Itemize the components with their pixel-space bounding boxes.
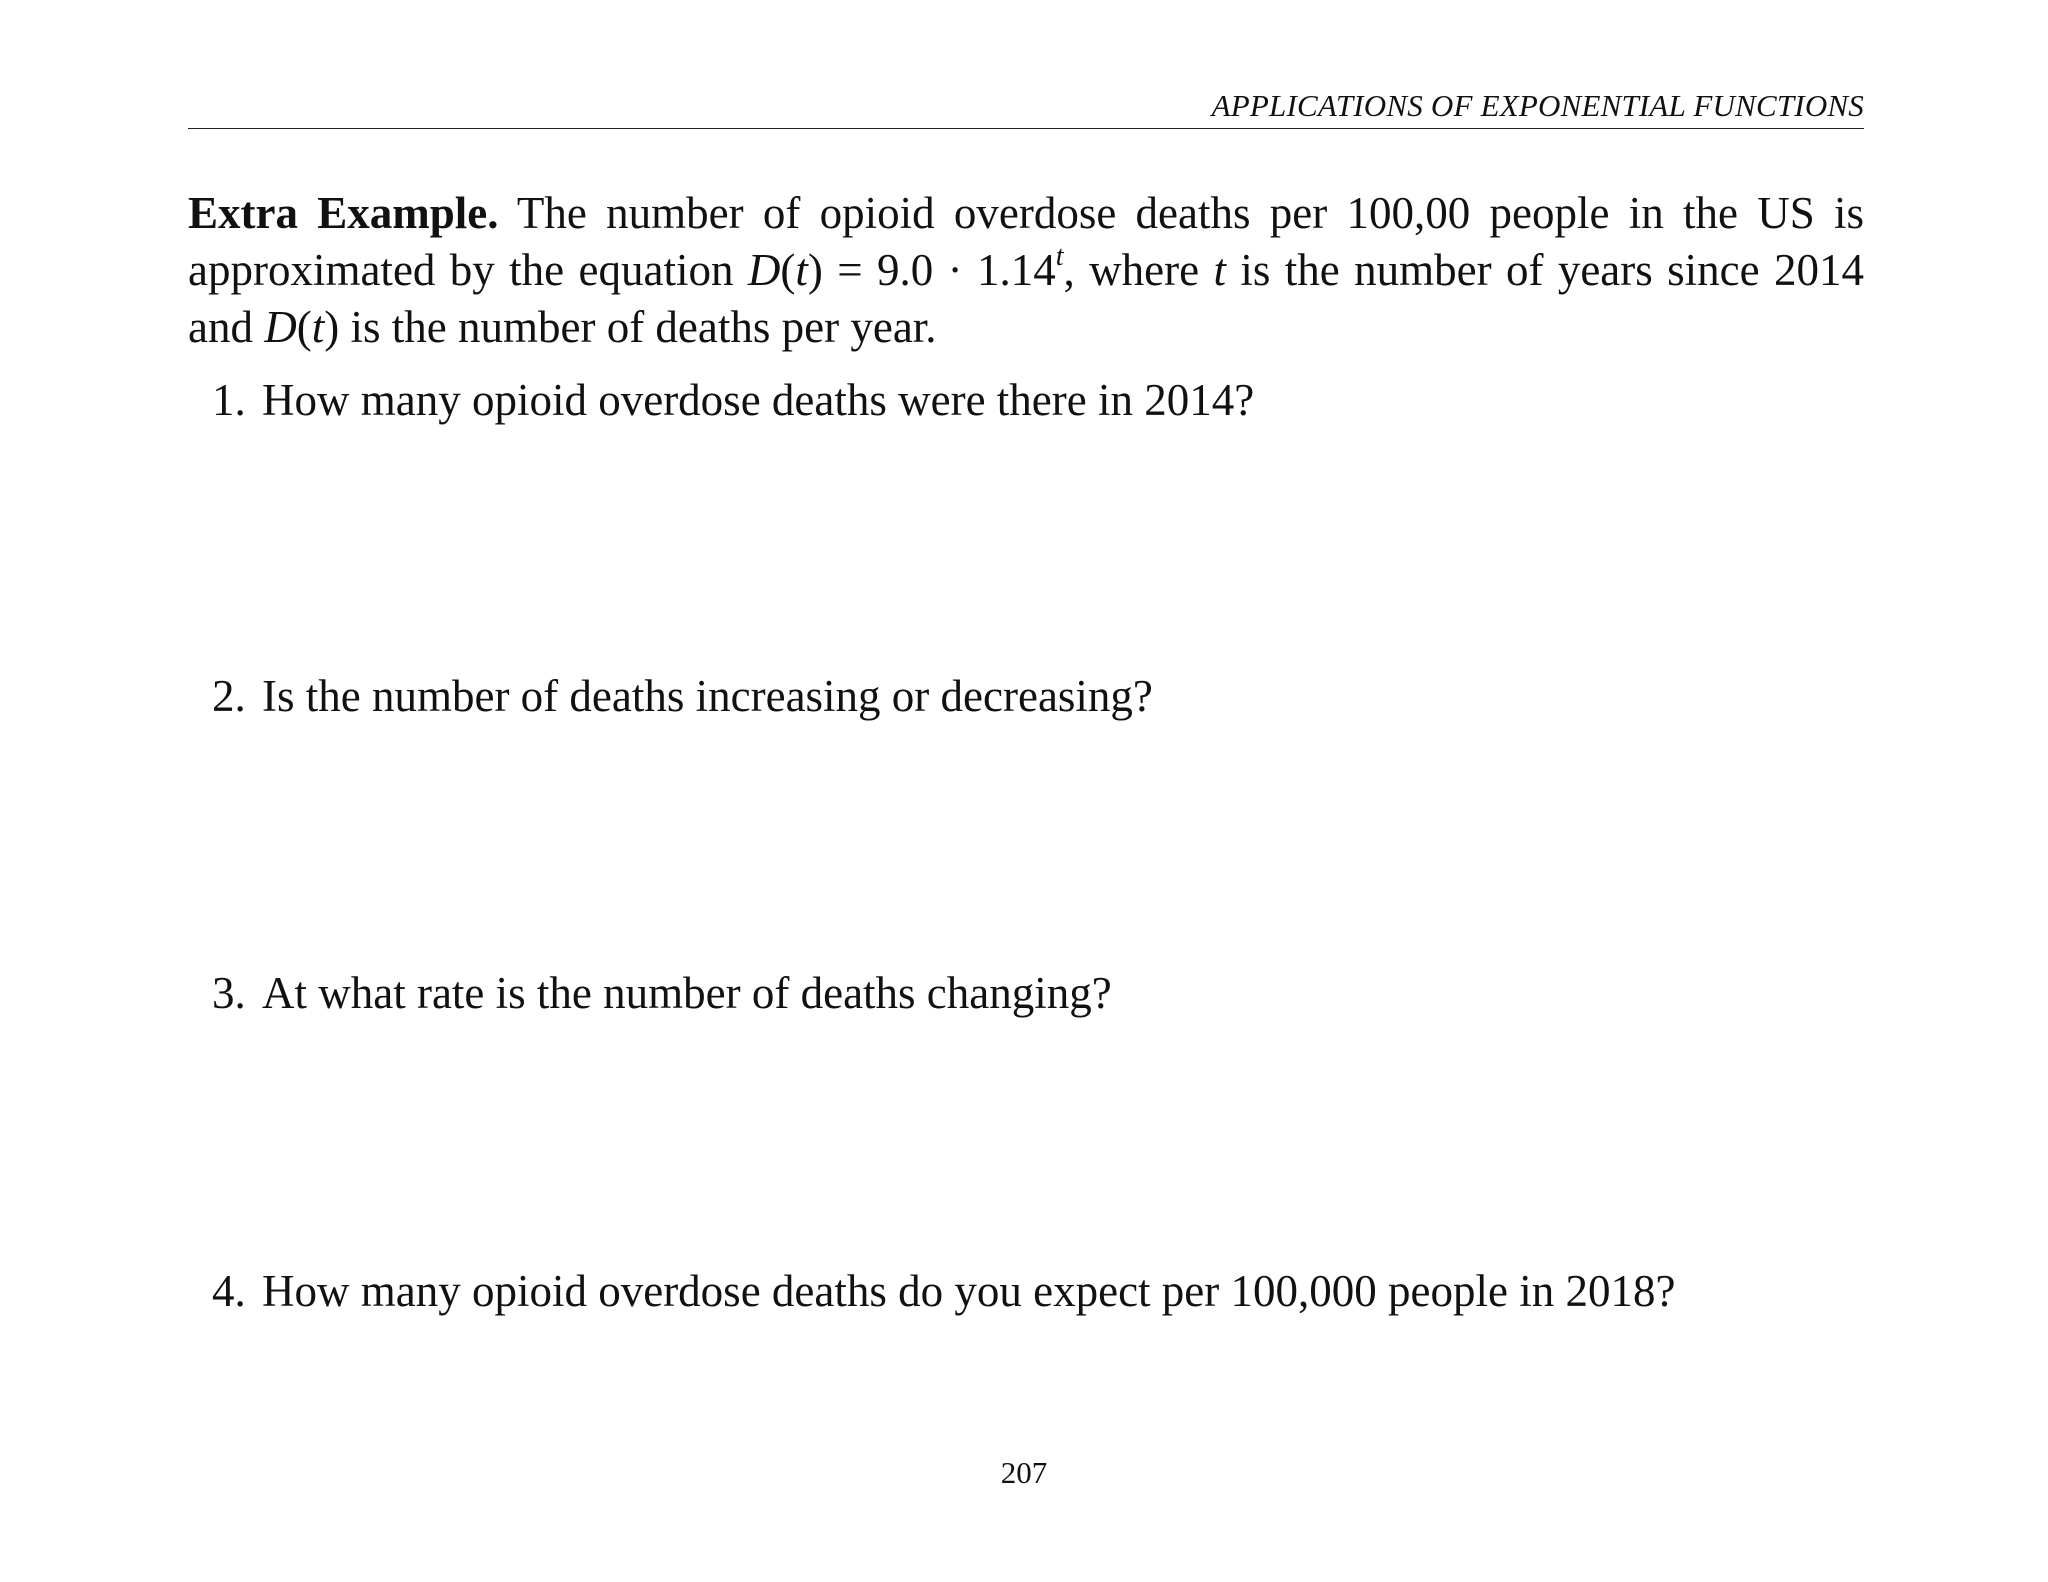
example-text-4: is the number of deaths per year. <box>339 302 937 352</box>
example-text-2: , where <box>1063 245 1214 295</box>
question-4 <box>212 1263 1852 1320</box>
variable-t-3: t <box>311 302 325 352</box>
example-text-3: is the number of years since 2014 and <box>188 245 1864 352</box>
question-number: 4. <box>212 1266 246 1316</box>
question-3 <box>212 965 1852 1022</box>
variable-t: t <box>795 245 808 295</box>
question-text: Is the number of deaths increasing or decreasing? <box>262 671 1153 721</box>
function-name: D <box>747 245 781 295</box>
question-number: 3. <box>212 968 246 1018</box>
example-text-1: The number of opioid overdose deaths per 100,00 people in the US is approximated by the equation <box>188 188 1864 295</box>
question-number: 2. <box>212 671 246 721</box>
example-paragraph <box>188 185 1864 356</box>
equation-rhs: ) = 9.0 · 1.14 <box>807 245 1056 295</box>
question-text: At what rate is the number of deaths changing? <box>262 968 1112 1018</box>
header-rule <box>188 128 1864 129</box>
question-number: 1. <box>212 375 246 425</box>
page-number: 207 <box>1000 1455 1048 1490</box>
open-paren-2: ( <box>296 302 312 352</box>
exponent-t: t <box>1055 241 1064 272</box>
close-paren-2: ) <box>324 302 340 352</box>
running-header: APPLICATIONS OF EXPONENTIAL FUNCTIONS <box>1211 88 1864 123</box>
question-text: How many opioid overdose deaths do you expect per 100,000 people in 2018? <box>262 1266 1676 1316</box>
question-2 <box>212 668 1852 725</box>
question-1 <box>212 372 1852 429</box>
function-name-2: D <box>264 302 297 352</box>
variable-t-2: t <box>1213 245 1226 295</box>
example-label: Extra Example. <box>188 188 499 238</box>
question-text: How many opioid overdose deaths were there in 2014? <box>262 375 1255 425</box>
open-paren: ( <box>780 245 796 295</box>
